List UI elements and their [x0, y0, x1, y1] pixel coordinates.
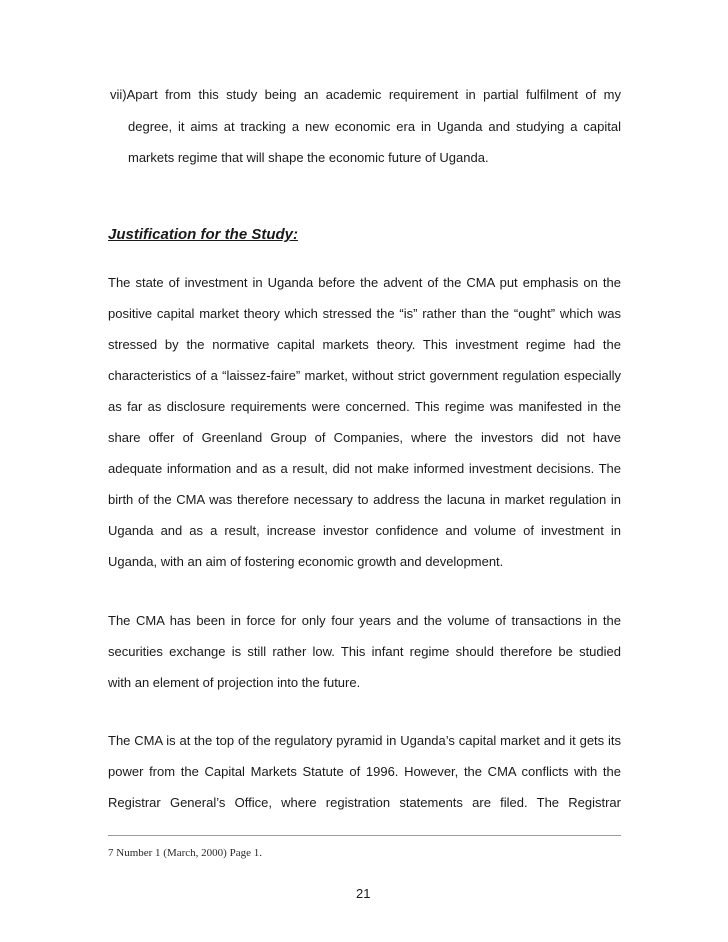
section-heading: Justification for the Study:	[108, 226, 299, 243]
paragraph-3-line-3: Registrar General’s Office, where registration statements are filed. The Registrar	[108, 795, 621, 810]
paragraph-1-line-1: The state of investment in Uganda before the advent of the CMA put emphasis on the	[108, 275, 621, 290]
list-item-vii-line-2: degree, it aims at tracking a new economic era in Uganda and studying a capital	[128, 119, 621, 134]
footnote-divider	[108, 835, 621, 836]
paragraph-3-line-2: power from the Capital Markets Statute of 1996. However, the CMA conflicts with the	[108, 764, 621, 779]
paragraph-1-line-10: Uganda, with an aim of fostering economic growth and development.	[108, 554, 504, 569]
list-item-vii-line-3: markets regime that will shape the economic future of Uganda.	[128, 150, 489, 165]
paragraph-1-line-5: as far as disclosure requirements were concerned. This regime was manifested in the	[108, 399, 621, 414]
paragraph-2-line-3: with an element of projection into the future.	[108, 675, 361, 690]
paragraph-1-line-2: positive capital market theory which stressed the “is” rather than the “ought” which was	[108, 306, 621, 321]
paragraph-1-line-8: birth of the CMA was therefore necessary to address the lacuna in market regulation in	[108, 492, 621, 507]
paragraph-1-line-7: adequate information and as a result, did not make informed investment decisions. The	[108, 461, 621, 476]
paragraph-2-line-2: securities exchange is still rather low. This infant regime should therefore be studied	[108, 644, 621, 659]
paragraph-1-line-6: share offer of Greenland Group of Companies, where the investors did not have	[108, 430, 621, 445]
page-number: 21	[356, 886, 371, 901]
paragraph-1-line-3: stressed by the normative capital markets theory. This investment regime had the	[108, 337, 621, 352]
paragraph-1-line-4: characteristics of a “laissez-faire” market, without strict government regulation especially	[108, 368, 621, 383]
footnote: 7 Number 1 (March, 2000) Page 1.	[108, 847, 262, 859]
paragraph-1-line-9: Uganda and as a result, increase investor confidence and volume of investment in	[108, 523, 621, 538]
list-item-vii-line-1: vii)Apart from this study being an academic requirement in partial fulfilment of my	[110, 87, 621, 102]
paragraph-2-line-1: The CMA has been in force for only four years and the volume of transactions in the	[108, 613, 621, 628]
paragraph-3-line-1: The CMA is at the top of the regulatory pyramid in Uganda’s capital market and it gets its	[108, 733, 621, 748]
